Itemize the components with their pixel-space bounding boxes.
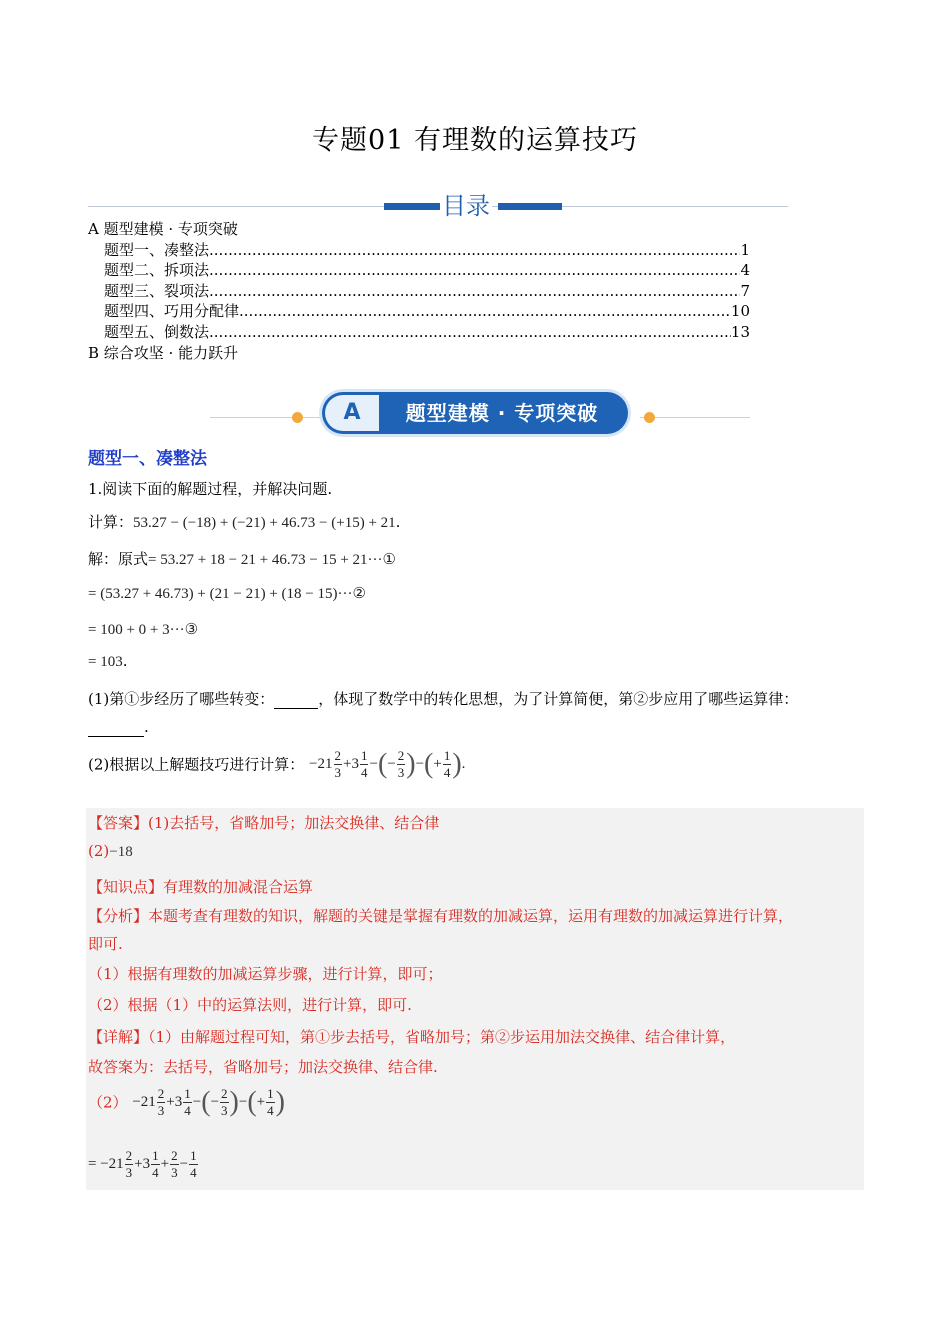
- toc-item-label: B 综合攻坚 · 能力跃升: [88, 343, 239, 362]
- page-title: 专题01 有理数的运算技巧: [312, 125, 638, 156]
- divider: [640, 417, 750, 418]
- detail-line-3: [88, 1086, 285, 1119]
- analysis-line-1: [88, 905, 793, 926]
- solution-step-3: = 100 + 0 + 3···③: [88, 622, 199, 638]
- toc-item-label: 题型一、凑整法: [104, 240, 210, 259]
- answer-2-line: [88, 842, 133, 861]
- toc-item-page: 1: [740, 240, 750, 259]
- divider: [498, 203, 562, 210]
- detail-expression-2: = −21 $\frac{2}{3}$ +3 $\frac{1}{4}$ + $\frac{2}{3}$ − $\frac{1}{4}$: [88, 1148, 197, 1180]
- answer-line: [88, 812, 439, 833]
- question-2-expression: −21 $\frac{2}{3}$ +3 $\frac{1}{4}$ −(− $\frac{2}{3}$ )−(+ $\frac{1}{4}$ ).: [309, 748, 466, 780]
- knowledge-point: [88, 876, 313, 897]
- toc-leader: [239, 301, 731, 322]
- toc-item-page: 4: [740, 261, 750, 280]
- answer-blank[interactable]: [88, 718, 144, 737]
- detail-tag: 【详解】: [88, 1028, 149, 1046]
- detail-expression: −21 $\frac{2}{3}$ +3 $\frac{1}{4}$ −(− $\frac{2}{3}$ )−(+ $\frac{1}{4}$ ): [132, 1086, 285, 1118]
- toc-leader: [209, 281, 740, 302]
- calc-expression: 53.27 − (−18) + (−21) + 46.73 − (+15) + 21: [133, 515, 396, 531]
- analysis-line-4: （2）根据（1）中的运算法则，进行计算，即可.: [88, 996, 412, 1014]
- answer-2-value: −18: [109, 844, 133, 860]
- question-1: [88, 688, 798, 709]
- solution-step-4: = 103: [88, 654, 123, 670]
- toc-item-label: A 题型建模 · 专项突破: [88, 220, 238, 238]
- question-1-tail: .: [88, 718, 149, 737]
- solution-step-4-line: = 103.: [88, 652, 128, 670]
- analysis-line-2: 即可.: [88, 935, 123, 953]
- toc-item[interactable]: [88, 322, 750, 343]
- table-of-contents: [88, 219, 750, 363]
- toc-item-page: 10: [730, 302, 750, 321]
- detail-line-4: [88, 1148, 199, 1181]
- toc-leader: [209, 260, 740, 281]
- solution-step-1: = 53.27 + 18 − 21 + 46.73 − 15 + 21···①: [148, 552, 396, 568]
- solution-step-2: = (53.27 + 46.73) + (21 − 21) + (18 − 15)···②: [88, 586, 366, 602]
- knowledge-tag: 【知识点】: [88, 878, 164, 896]
- toc-title: 目录: [440, 186, 492, 221]
- detail-line-1: [88, 1026, 735, 1047]
- answer-2-prefix: (2): [88, 842, 110, 860]
- banner-pill: [322, 392, 628, 434]
- toc-heading: [88, 186, 788, 222]
- answer-tag: 【答案】: [88, 814, 149, 832]
- toc-leader: [209, 240, 740, 261]
- question-1-text-2: ，体现了数学中的转化思想，为了计算简便，第②步应用了哪些运算律：: [318, 690, 799, 708]
- detail-prefix: （2）: [88, 1093, 128, 1112]
- toc-item[interactable]: [88, 343, 750, 364]
- question-2: [88, 748, 465, 781]
- answer-1: (1)去括号，省略加号；加法交换律、结合律: [148, 814, 440, 832]
- toc-item-label: 题型五、倒数法: [104, 322, 210, 341]
- answer-blank[interactable]: [274, 690, 318, 709]
- toc-item-page: 13: [730, 322, 750, 341]
- toc-item[interactable]: [88, 240, 750, 261]
- toc-item-page: 7: [740, 281, 750, 300]
- solution-label: 解：原式: [88, 550, 149, 568]
- toc-item[interactable]: [88, 301, 750, 322]
- analysis-text: 本题考查有理数的知识，解题的关键是掌握有理数的加减运算，运用有理数的加减运算进行计算，: [148, 907, 794, 925]
- dot-icon: [292, 412, 303, 423]
- divider: [384, 203, 440, 210]
- toc-item[interactable]: [88, 260, 750, 281]
- detail-line-2: 故答案为：去括号，省略加号；加法交换律、结合律.: [88, 1058, 438, 1076]
- analysis-line-3: （1）根据有理数的加减运算步骤，进行计算，即可；: [88, 965, 443, 983]
- toc-item-label: 题型三、裂项法: [104, 281, 210, 300]
- dot-icon: [644, 412, 655, 423]
- analysis-tag: 【分析】: [88, 907, 149, 925]
- knowledge-text: 有理数的加减混合运算: [163, 878, 314, 896]
- toc-item-label: 题型二、拆项法: [104, 261, 210, 280]
- section-title: 题型一、凑整法: [88, 449, 207, 469]
- calc-line: 计算：53.27 − (−18) + (−21) + 46.73 − (+15) + 21.: [88, 513, 401, 531]
- solution-line: [88, 548, 396, 569]
- problem-intro: 1.阅读下面的解题过程，并解决问题.: [88, 480, 333, 498]
- question-1-text: (1)第①步经历了哪些转变：: [88, 690, 275, 708]
- banner-letter: A: [325, 395, 379, 431]
- toc-item[interactable]: [88, 219, 750, 240]
- calc-label: 计算：: [88, 513, 134, 531]
- toc-item[interactable]: [88, 281, 750, 302]
- question-2-text: (2)根据以上解题技巧进行计算：: [88, 755, 305, 774]
- banner-text: 题型建模 · 专项突破: [405, 401, 599, 425]
- section-banner: [200, 390, 750, 438]
- toc-item-label: 题型四、巧用分配律: [104, 302, 240, 321]
- detail-text: （1）由解题过程可知，第①步去括号，省略加号；第②步运用加法交换律、结合律计算，: [148, 1028, 736, 1046]
- toc-leader: [209, 322, 731, 343]
